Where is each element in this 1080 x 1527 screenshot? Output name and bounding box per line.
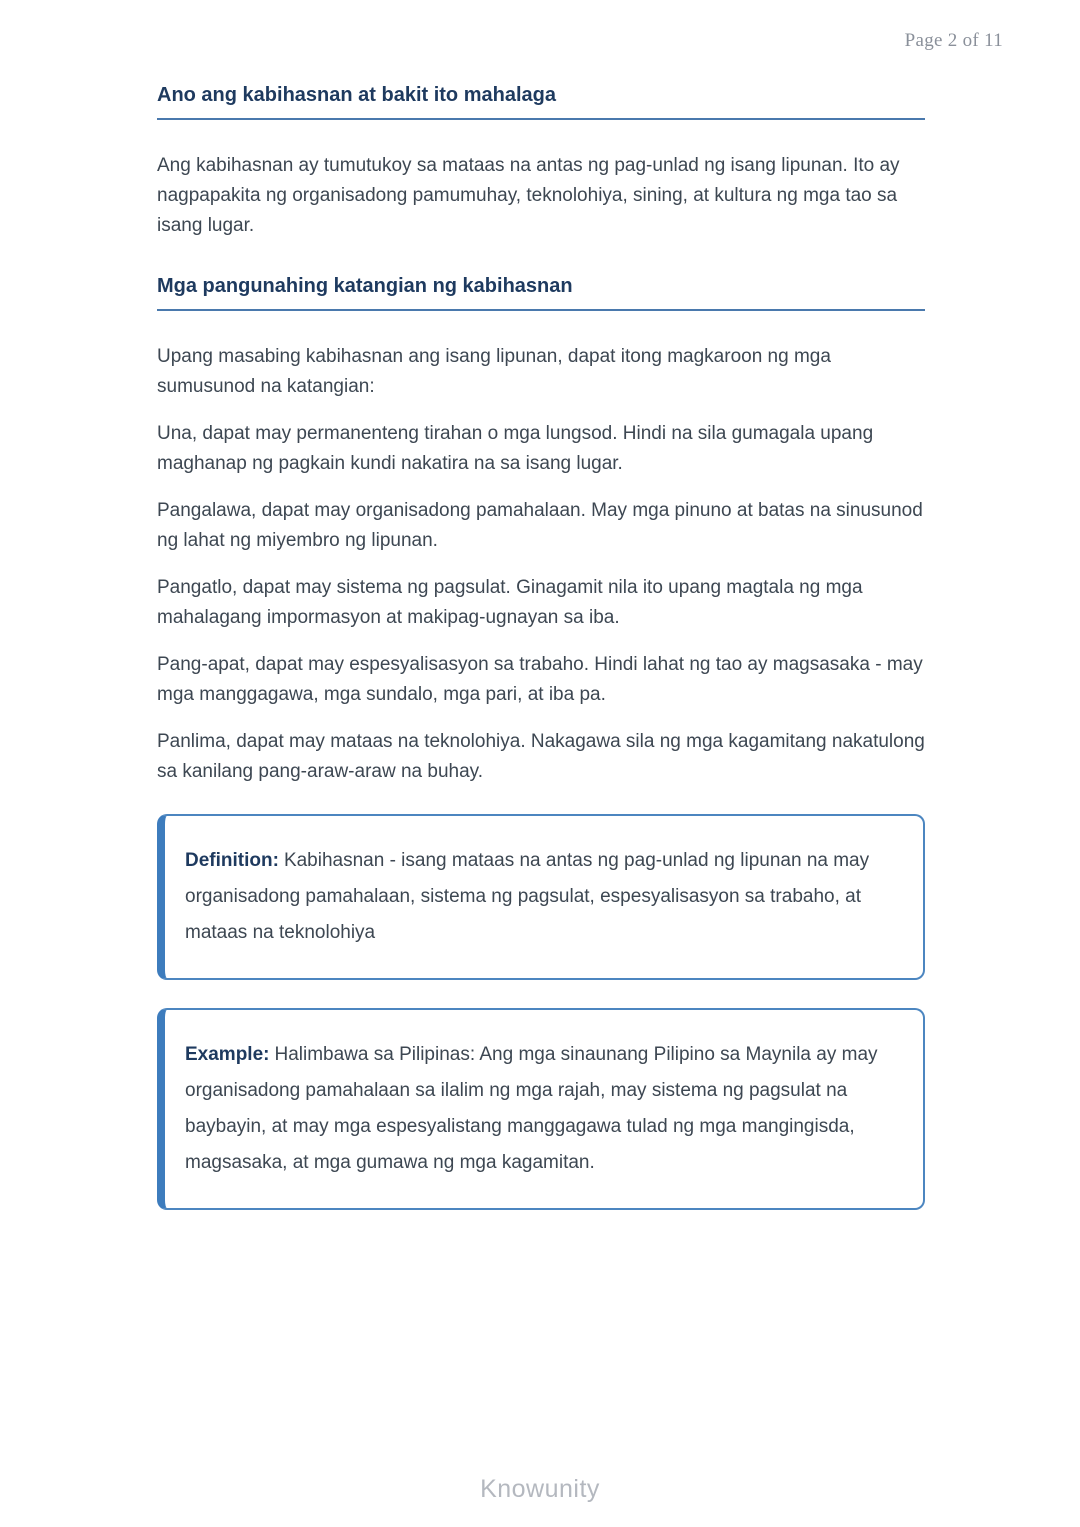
example-label: Example: [185,1044,270,1065]
definition-callout-box [157,814,925,980]
heading-divider [157,118,925,120]
section-2-heading-block [157,275,925,311]
paragraph: Pangalawa, dapat may organisadong pamahalaan. May mga pinuno at batas na sinusunod ng lahat ng miyembro ng lipunan. [157,500,923,551]
page-number: Page 2 of 11 [904,30,1003,51]
example-text: Halimbawa sa Pilipinas: Ang mga sinaunang Pilipino sa Maynila ay may organisadong pamahalaan sa ilalim ng mga rajah, may sistema ng pagsulat na baybayin, at may mga espesyalistang manggagawa tulad ng mga mangingisda, magsasaka, at mga gumawa ng mga kagamitan. [185,1044,878,1173]
definition-label: Definition: [185,850,279,871]
heading-divider [157,309,925,311]
section-2-heading: Mga pangunahing katangian ng kabihasnan [157,275,573,297]
section-1-heading-block [157,84,925,120]
knowunity-watermark: Knowunity [480,1475,600,1503]
paragraph: Una, dapat may permanenteng tirahan o mga lungsod. Hindi na sila gumagala upang maghanap ng pagkain kundi nakatira na sa isang lugar. [157,423,874,474]
document-content [157,84,925,1210]
paragraph: Ang kabihasnan ay tumutukoy sa mataas na antas ng pag-unlad ng isang lipunan. Ito ay nagpapakita ng organisadong pamumuhay, teknolohiya, sining, at kultura ng mga tao sa isang lugar. [157,155,900,236]
section-1-heading: Ano ang kabihasnan at bakit ito mahalaga [157,84,556,106]
paragraph: Pangatlo, dapat may sistema ng pagsulat. Ginagamit nila ito upang magtala ng mga mahalagang impormasyon at makipag-ugnayan sa iba. [157,577,863,628]
definition-text: Kabihasnan - isang mataas na antas ng pag-unlad ng lipunan na may organisadong pamahalaan, sistema ng pagsulat, espesyalisasyon sa trabaho, at mataas na teknolohiya [185,850,870,943]
paragraph: Pang-apat, dapat may espesyalisasyon sa trabaho. Hindi lahat ng tao ay magsasaka - may mga manggagawa, mga sundalo, mga pari, at iba pa. [157,654,923,705]
example-callout-box [157,1008,925,1210]
paragraph: Panlima, dapat may mataas na teknolohiya. Nakagawa sila ng mga kagamitang nakatulong sa kanilang pang-araw-araw na buhay. [157,731,925,782]
paragraph: Upang masabing kabihasnan ang isang lipunan, dapat itong magkaroon ng mga sumusunod na katangian: [157,346,831,397]
